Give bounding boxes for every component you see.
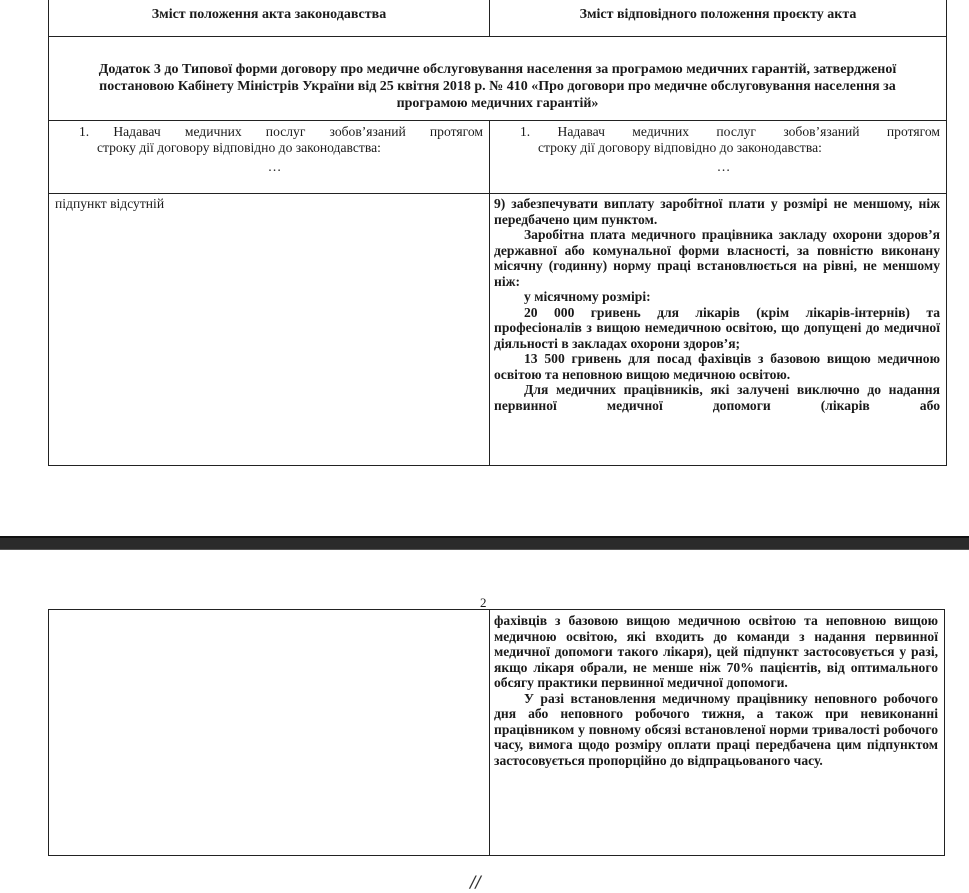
merged-title-row <box>49 37 947 121</box>
left-subitem-cell <box>49 194 490 466</box>
right-item-1 <box>490 121 947 194</box>
part-time-paragraph: У разі встановлення медичному працівнику неповного робочого дня або неповного робочого тижня, а також при невиконанні працівником у повному обсязі встановленої норми тривалості робочого часу, вимога щодо розміру оплати праці передбачена цим підпунктом застосовується пропорційно до відпрацьованого часу. <box>494 690 938 768</box>
left-ellipsis: … <box>267 159 283 174</box>
primary-care-continued-paragraph: фахівців з базовою вищою медичною освітою та неповною вищою медичною освітою, які входить до команди з надання первинної медичної допомоги такого лікаря), цей підпункт застосовується у разі, якщо лікаря обрали, не менше ніж 70% пацієнтів, від оптимального обсягу практики первинної медичної допомоги. <box>494 613 938 690</box>
right-ellipsis: … <box>716 159 732 174</box>
primary-care-paragraph: Для медичних працівників, які залучені виключно до надання первинної медичної допомоги (лікарів або <box>494 382 940 413</box>
signature-mark: // <box>470 872 481 891</box>
page-number: 2 <box>480 595 487 610</box>
monthly-amount-label: у місячному розмірі: <box>524 289 651 304</box>
doctors-salary-paragraph: 20 000 гривень для лікарів (крім лікарів-інтернів) та професіоналів з вищою немедичною освітою, що допущені до медичної діяльності в закладах охорони здоров’я; <box>494 304 940 351</box>
comparison-table <box>48 0 947 466</box>
subitem-absent-text: підпункт відсутній <box>55 196 165 211</box>
table-row <box>49 194 947 466</box>
table-header-row <box>49 0 947 37</box>
left-item-1 <box>49 121 490 194</box>
header-draft-act: Зміст відповідного положення проєкту акта <box>490 0 947 37</box>
specialists-salary-paragraph: 13 500 гривень для посад фахівців з базовою вищою медичною освітою та неповною вищою медичною освітою. <box>494 351 940 382</box>
document-page-2 <box>0 550 969 893</box>
comparison-table-continued <box>48 609 945 856</box>
right-continued-cell <box>490 610 945 856</box>
left-item-1-line1: 1. Надавач медичних послуг зобов’язаний протягом <box>79 124 483 139</box>
appendix-title: Додаток 3 до Типової форми договору про медичне обслуговування населення за програмою медичних гарантій, затвердженої постановою Кабінету Міністрів України від 25 квітня 2018 р. № 410 «Про договори про медичне обслуговування населення за програмою медичних гарантій» <box>49 37 947 121</box>
right-subitem-cell <box>490 194 947 466</box>
table-row <box>49 610 945 856</box>
subitem-9-text: 9) забезпечувати виплату заробітної плати у розмірі не меншому, ніж передбачено цим пунктом. <box>494 196 940 227</box>
page-separator <box>0 536 969 550</box>
right-item-1-line1: 1. Надавач медичних послуг зобов’язаний протягом <box>520 124 940 139</box>
salary-paragraph: Заробітна плата медичного працівника закладу охорони здоров’я державної або комунальної форми власності, за повністю виконану місячну (годинну) норму праці встановлюється на рівні, не меншому ніж: <box>494 227 940 289</box>
left-empty-cell <box>49 610 490 856</box>
header-current-law: Зміст положення акта законодавства <box>49 0 490 37</box>
right-item-1-line2: строку дії договору відповідно до законодавства: <box>538 139 822 155</box>
table-row <box>49 121 947 194</box>
left-item-1-line2: строку дії договору відповідно до законодавства: <box>97 139 381 155</box>
